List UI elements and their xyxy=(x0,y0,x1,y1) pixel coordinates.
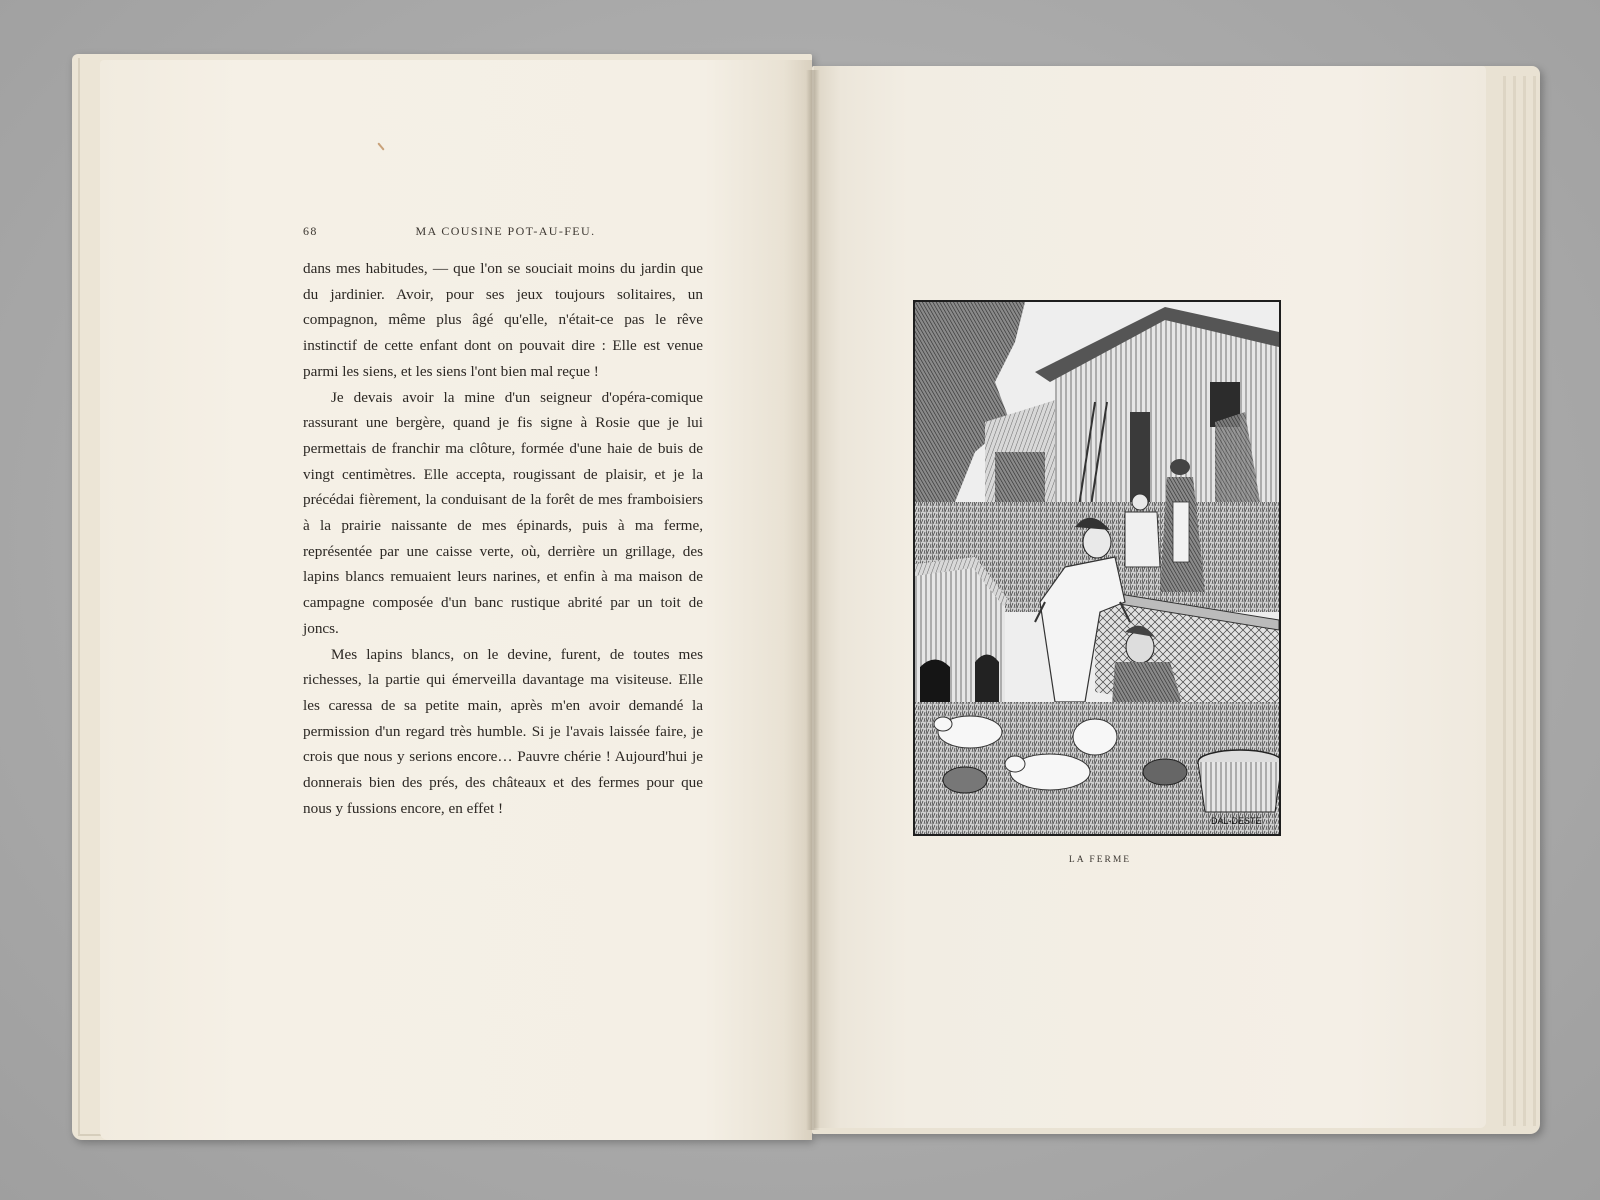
paragraph-2: Je devais avoir la mine d'un seigneur d'opéra-comique rassurant une bergère, quand je fis signe à Rosie que je lui permettais de franchir ma clôture, formée d'une haie de buis de vingt centimètres. Elle accepta, rougissant de plaisir, et je la précédai fièrement, la conduisant de la forêt de mes framboisiers à la prairie naissante de mes épinards, puis à ma ferme, représentée par une caisse verte, où, derrière un grillage, des lapins blancs remuaient leurs narines, et enfin à ma maison de campagne composée d'un banc rustique abrité par un toit de joncs. xyxy=(303,388,703,637)
book-gutter xyxy=(806,70,820,1130)
plate-caption: LA FERME xyxy=(1068,855,1132,865)
engraver-signature: DAL-DESTE xyxy=(1211,816,1262,826)
page-number: 68 xyxy=(303,224,318,238)
running-head xyxy=(303,224,708,242)
paragraph-1: dans mes habitudes, — que l'on se souciait moins du jardin que du jardinier. Avoir, pour ses jeux toujours solitaires, un compagnon, même plus âgé qu'elle, n'était-ce pas le rêve instinctif de cette enfant dont on pouvait dire : Elle est venue parmi les siens, et les siens l'ont bien mal reçue ! xyxy=(303,260,703,380)
paragraph-3: Mes lapins blancs, on le devine, furent, de toutes mes richesses, la partie qui émerveilla davantage ma visiteuse. Elle les caressa de sa petite main, après m'en avoir demandé la permission d'un regard très humble. Si je l'avais laissée faire, je crois que nous y serions encore… Pauvre chérie ! Aujourd'hui je donnerais bien des prés, des châteaux et des fermes pour que nous y fussions encore, en effet ! xyxy=(303,645,703,817)
farm-engraving-image xyxy=(915,302,1279,834)
book-title: MA COUSINE POT-AU-FEU. xyxy=(415,224,596,238)
body-text xyxy=(303,256,703,821)
illustration-plate xyxy=(913,300,1281,836)
